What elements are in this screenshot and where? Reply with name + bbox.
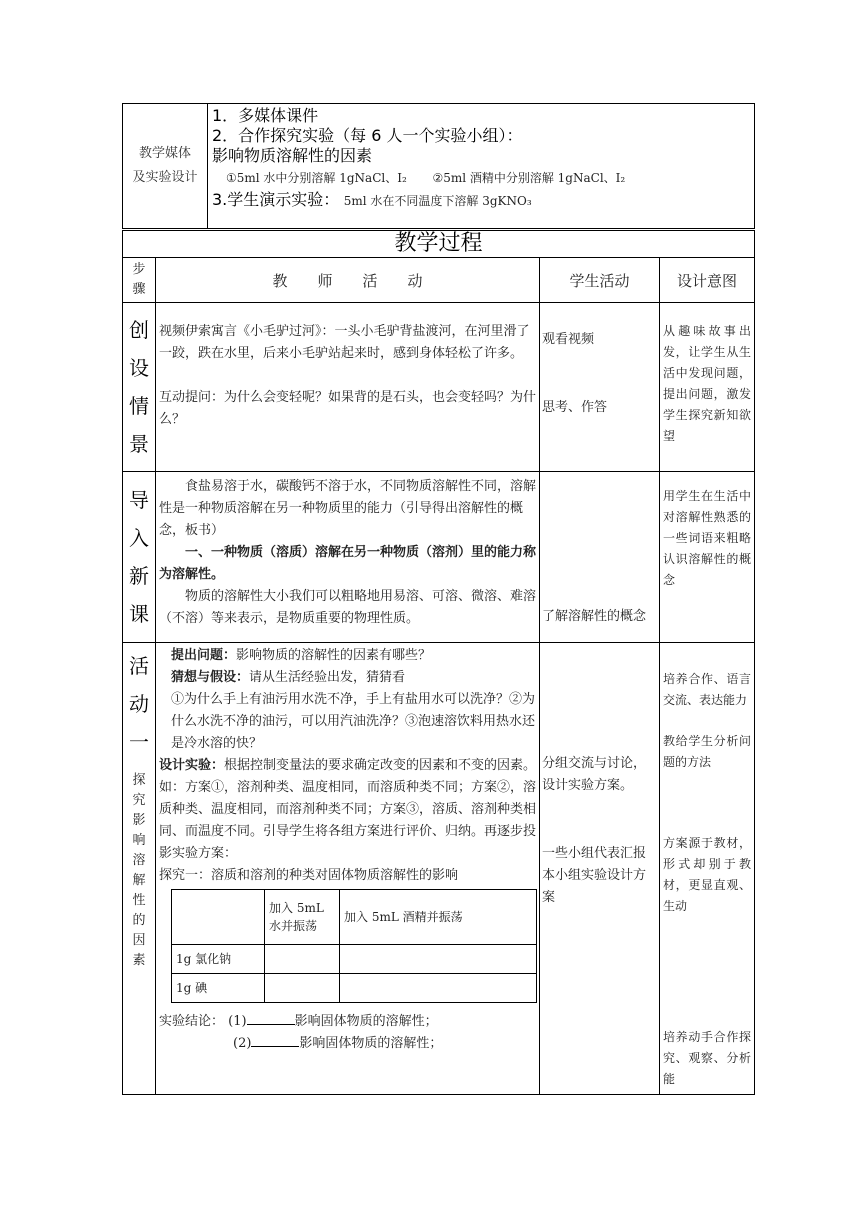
experiment-row-label: 1g 氯化钠 (172, 945, 265, 974)
design-text: 根据控制变量法的要求确定改变的因素和不变的因素。如：方案①，溶剂种类、温度相同，而溶质种类不同；方案②，溶质种类、温度相同，而溶剂种类不同；方案③，溶质、溶剂种类相同、而温度不同。引导学生将各组方案进行评价、归纳。再逐步投影实验方案： (159, 758, 537, 861)
teacher-cell-activity (156, 643, 540, 1095)
media-item-3 (212, 190, 750, 211)
step-subtitle-char: 性 (132, 893, 146, 908)
section-row-activity (123, 643, 755, 1095)
conclusion-label: 实验结论： (159, 1014, 225, 1029)
experiment-cell (265, 974, 340, 1003)
media-item-2-sub: 影响物质溶解性的因素 (212, 146, 373, 165)
intent-cell-scenario: 从趣味故事出发，让学生从生活中发现问题，提出问题，激发学生探究新知欲望 (660, 303, 755, 472)
student-cell-scenario (540, 303, 660, 472)
header-row (123, 258, 755, 303)
header-step (123, 258, 156, 303)
header-student: 学生活动 (540, 258, 660, 303)
experiment-table (171, 889, 537, 1003)
media-item-3-label: 3.学生演示实验： (212, 190, 340, 209)
intent-paragraph: 培养动手合作探究、观察、分析能 (663, 1030, 751, 1086)
step-subtitle-char: 究 (132, 793, 146, 808)
media-experiment-1: ①5ml 水中分别溶解 1gNaCl、I₂ (226, 171, 407, 185)
conclusion-tail: 影响固体物质的溶解性； (299, 1036, 443, 1051)
step-subtitle-char: 溶 (132, 853, 146, 868)
media-item-1: 1．多媒体课件 (212, 106, 319, 125)
step-char: 设 (129, 356, 149, 380)
student-line: 分组交流与讨论，设计实验方案。 (542, 756, 647, 793)
step-subtitle-char: 的 (132, 913, 146, 928)
teacher-paragraph: 视频伊索寓言《小毛驴过河》：一头小毛驴背盐渡河，在河里滑了一跤，跌在水里，后来小毛驴站起来时，感到身体轻松了许多。 (159, 324, 530, 361)
experiment-row-label: 1g 碘 (172, 974, 265, 1003)
intent-paragraph: 教给学生分析问题的方法 (663, 734, 751, 769)
step-char: 活 (129, 654, 149, 678)
design-label: 设计实验： (159, 758, 225, 773)
teacher-paragraph: 互动提问：为什么会变轻呢？如果背的是石头，也会变轻吗？为什么？ (159, 390, 537, 427)
media-item-2: 2．合作探究实验（每 6 人一个实验小组）： (212, 126, 523, 145)
header-step-line2: 骤 (132, 282, 146, 297)
section-row-scenario (123, 303, 755, 472)
conclusion-line-1 (159, 1011, 537, 1033)
hypothesis-text: 请从生活经验出发，猜猜看 (249, 670, 406, 685)
step-char: 入 (129, 526, 149, 550)
conclusion-line-2 (159, 1033, 537, 1055)
student-line: 了解溶解性的概念 (542, 609, 647, 624)
intent-cell-intro: 用学生在生活中对溶解性熟悉的一些词语来粗略认识溶解性的概念 (660, 472, 755, 643)
teacher-paragraph: 物质的溶解性大小我们可以粗略地用易溶、可溶、微溶、难溶（不溶）等来表示，是物质重要的物理性质。 (159, 589, 537, 626)
header-teacher: 教 师 活 动 (156, 258, 540, 303)
experiment-cell (340, 945, 537, 974)
process-title: 教学过程 (123, 231, 755, 258)
media-label-line2: 及实验设计 (132, 170, 198, 185)
explore-one: 探究一：溶质和溶剂的种类对固体物质溶解性的影响 (159, 868, 459, 883)
step-char: 导 (129, 488, 149, 512)
section-row-intro (123, 472, 755, 643)
process-table (122, 230, 755, 1095)
media-label-cell (123, 104, 208, 229)
experiment-table-corner (172, 890, 265, 945)
step-char: 景 (129, 432, 149, 456)
student-line: 观看视频 (542, 332, 595, 347)
teacher-cell-scenario (156, 303, 540, 472)
header-step-line1: 步 (132, 262, 146, 277)
student-line: 一些小组代表汇报本小组实验设计方案 (542, 846, 647, 905)
teacher-cell-intro (156, 472, 540, 643)
step-char: 课 (129, 602, 149, 626)
question-label: 提出问题： (171, 648, 237, 663)
intent-cell-activity (660, 643, 755, 1095)
intent-paragraph: 方案源于教材，形式却别于教材，更显直观、生动 (663, 836, 751, 913)
definition-paragraph: 一、一种物质（溶质）溶解在另一种物质（溶剂）里的能力称为溶解性。 (159, 545, 537, 582)
media-table (122, 103, 755, 229)
step-char: 动 (129, 692, 149, 716)
conclusion-number: (1) (228, 1014, 247, 1029)
hypothesis-label: 猜想与假设： (171, 670, 250, 685)
student-cell-activity (540, 643, 660, 1095)
design-line (159, 755, 537, 865)
step-subtitle-char: 响 (132, 833, 146, 848)
step-cell-intro (123, 472, 156, 643)
step-subtitle-char: 影 (132, 813, 146, 828)
hypothesis-detail: ①为什么手上有油污用水洗不净，手上有盐用水可以洗净？②为什么水洗不净的油污，可以用汽油洗净？③泡速溶饮料用热水还是冷水溶的快？ (171, 692, 536, 751)
question-line (159, 645, 537, 667)
media-item-3-text: 5ml 水在不同温度下溶解 3gKNO₃ (343, 194, 532, 208)
step-subtitle-char: 素 (132, 953, 146, 968)
media-experiments (212, 166, 750, 190)
media-label-line1: 教学媒体 (138, 146, 191, 161)
conclusion-blank[interactable] (251, 1034, 299, 1047)
conclusion-tail: 影响固体物质的溶解性； (294, 1014, 438, 1029)
step-subtitle-char: 探 (132, 773, 146, 788)
intent-paragraph: 培养合作、语言交流、表达能力 (663, 672, 751, 707)
hypothesis-line (159, 667, 537, 689)
step-subtitle-char: 因 (132, 933, 146, 948)
step-char: 创 (129, 318, 149, 342)
header-intent: 设计意图 (660, 258, 755, 303)
teacher-paragraph: 食盐易溶于水，碳酸钙不溶于水，不同物质溶解性不同，溶解性是一种物质溶解在另一种物质里的能力（引导得出溶解性的概念，板书） (159, 479, 537, 538)
experiment-cell (265, 945, 340, 974)
step-cell-activity (123, 643, 156, 1095)
experiment-cell (340, 974, 537, 1003)
experiment-col-water: 加入 5mL 水并振荡 (265, 890, 340, 945)
step-cell-scenario (123, 303, 156, 472)
step-char: 新 (129, 564, 149, 588)
step-subtitle-char: 解 (132, 873, 146, 888)
conclusion-blank[interactable] (247, 1012, 295, 1025)
question-text: 影响物质的溶解性的因素有哪些？ (236, 648, 432, 663)
media-content-cell (208, 104, 755, 229)
media-experiment-2: ②5ml 酒精中分别溶解 1gNaCl、I₂ (432, 171, 626, 185)
experiment-col-alcohol: 加入 5mL 酒精并振荡 (340, 890, 537, 945)
student-line: 思考、作答 (542, 400, 608, 415)
step-char: 一 (129, 730, 149, 754)
conclusion-number: (2) (233, 1036, 252, 1051)
step-char: 情 (129, 394, 149, 418)
student-cell-intro (540, 472, 660, 643)
